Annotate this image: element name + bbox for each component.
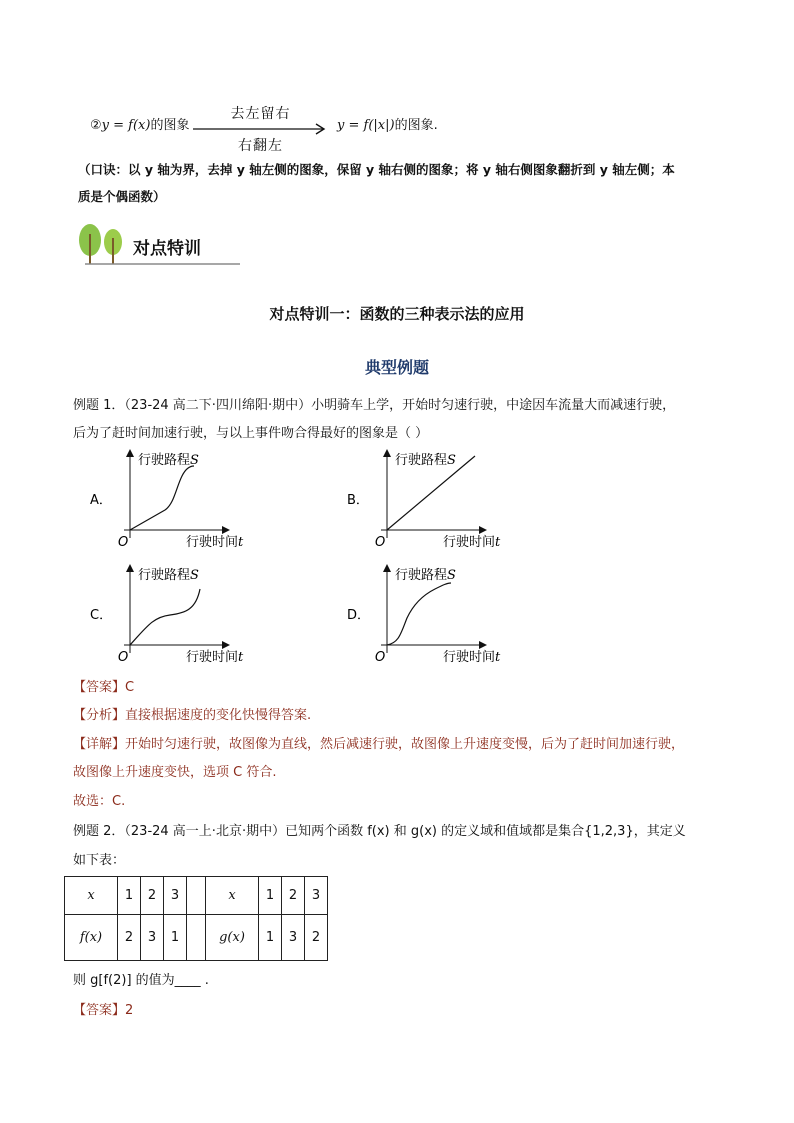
table-g-val: 1	[259, 915, 282, 961]
mnemonic-line2: 质是个偶函数）	[78, 189, 166, 204]
mnemonic-line1: （口诀：以 y 轴为界，去掉 y 轴左侧的图象，保留 y 轴右侧的图象；将 y 轴右侧图象翻折到 y 轴左侧；本	[78, 162, 675, 177]
y-axis-arrow	[126, 564, 134, 572]
answer-value: C	[125, 680, 135, 695]
detail-text-2: 故图像上升速度变快，选项 C 符合.	[73, 765, 277, 780]
y-axis-arrow	[383, 449, 391, 457]
option-c[interactable]	[90, 563, 270, 675]
x-axis-label: 行驶时间t	[186, 535, 244, 550]
origin-label: O	[118, 535, 129, 550]
long-arrow-icon	[193, 123, 328, 135]
rule2-lhs-tail: 的图象	[150, 118, 190, 133]
rule2-rhs: y = f(|x|)	[337, 118, 395, 133]
example2-line1: 例题 2．（23-24 高一上·北京·期中）已知两个函数 f(x) 和 g(x) 的定义域和值域都是集合{1,2,3}，其定义	[73, 824, 686, 839]
example1-line2: 后为了赶时间加速行驶，与以上事件吻合得最好的图象是（ ）	[73, 426, 429, 441]
x-axis-arrow	[222, 641, 230, 649]
detail-text-1: 开始时匀速行驶，故图像为直线，然后减速行驶，故图像上升速度变慢，后为了赶时间加速行驶，	[125, 737, 685, 752]
option-d[interactable]	[347, 563, 527, 675]
rule2-number: ②	[90, 118, 102, 133]
graph-option-a	[90, 448, 270, 556]
example1-detail	[73, 733, 684, 752]
y-axis-label: 行驶路程S	[138, 453, 199, 468]
option-label: B．	[347, 493, 369, 508]
example1-analysis	[73, 704, 311, 723]
table-f-val: 3	[141, 915, 164, 961]
example2-line2: 如下表：	[73, 853, 126, 868]
rule2-arrow	[193, 103, 328, 155]
y-axis-label: 行驶路程S	[138, 568, 199, 583]
subsection-title: 对点特训一：函数的三种表示法的应用	[269, 305, 525, 323]
section-banner-title: 对点特训	[133, 239, 201, 259]
example1-line1: 例题 1．（23-24 高二下·四川绵阳·期中）小明骑车上学，开始时匀速行驶，中途因车流量大而减速行驶，	[73, 398, 676, 413]
rule2-lhs: y = f(x)	[101, 118, 151, 133]
graph-curve	[130, 589, 200, 645]
y-axis-arrow	[383, 564, 391, 572]
x-axis-label: 行驶时间t	[443, 535, 501, 550]
examples-heading: 典型例题	[364, 358, 429, 377]
graph-option-c	[90, 563, 270, 671]
table-f-head: x	[65, 877, 118, 915]
x-axis-label: 行驶时间t	[443, 650, 501, 665]
rule2-rhs-tail: 的图象.	[394, 118, 438, 133]
answer-value: 2	[125, 1003, 134, 1018]
example2-question: 则 g[f(2)] 的值为____ .	[73, 973, 209, 988]
origin-label: O	[375, 535, 386, 550]
x-axis-label: 行驶时间t	[186, 650, 244, 665]
table-spacer	[187, 915, 206, 961]
option-a[interactable]	[90, 448, 270, 560]
table-g-val: 2	[305, 915, 328, 961]
analysis-tag: 【分析】	[73, 708, 126, 723]
x-axis-arrow	[222, 526, 230, 534]
example1-choose: 故选：C.	[73, 794, 126, 809]
option-label: D．	[347, 608, 371, 623]
table-f-col: 2	[141, 877, 164, 915]
table-spacer	[187, 877, 206, 915]
table-g-col: 2	[282, 877, 305, 915]
table-f-col: 1	[118, 877, 141, 915]
graph-option-b	[347, 448, 527, 556]
table-g-label: g(x)	[206, 915, 259, 961]
option-b[interactable]	[347, 448, 527, 560]
table-f-col: 3	[164, 877, 187, 915]
origin-label: O	[118, 650, 129, 665]
x-axis-arrow	[479, 526, 487, 534]
y-axis-label: 行驶路程S	[395, 568, 456, 583]
table-g-col: 1	[259, 877, 282, 915]
example1-answer	[73, 676, 134, 695]
table-f-val: 2	[118, 915, 141, 961]
x-axis-arrow	[479, 641, 487, 649]
table-f-val: 1	[164, 915, 187, 961]
section-banner	[75, 220, 245, 268]
rule2-arrow-bottom: 右翻左	[238, 138, 283, 154]
graph-curve	[130, 466, 194, 530]
detail-tag: 【详解】	[73, 737, 126, 752]
option-label: C．	[90, 608, 113, 623]
origin-label: O	[375, 650, 386, 665]
option-label: A．	[90, 493, 112, 508]
graph-option-d	[347, 563, 527, 671]
graph-curve	[387, 583, 451, 645]
table-g-head: x	[206, 877, 259, 915]
analysis-text: 直接根据速度的变化快慢得答案.	[125, 708, 312, 723]
example2-answer	[73, 999, 133, 1018]
table-g-val: 3	[282, 915, 305, 961]
answer-tag: 【答案】	[73, 1003, 126, 1018]
rule2-line	[90, 114, 189, 133]
y-axis-arrow	[126, 449, 134, 457]
answer-tag: 【答案】	[73, 680, 126, 695]
rule2-rhs-line	[337, 114, 438, 133]
table-g-col: 3	[305, 877, 328, 915]
y-axis-label: 行驶路程S	[395, 453, 456, 468]
definition-table	[64, 876, 328, 961]
table-f-label: f(x)	[65, 915, 118, 961]
rule2-arrow-top: 去左留右	[230, 106, 291, 122]
